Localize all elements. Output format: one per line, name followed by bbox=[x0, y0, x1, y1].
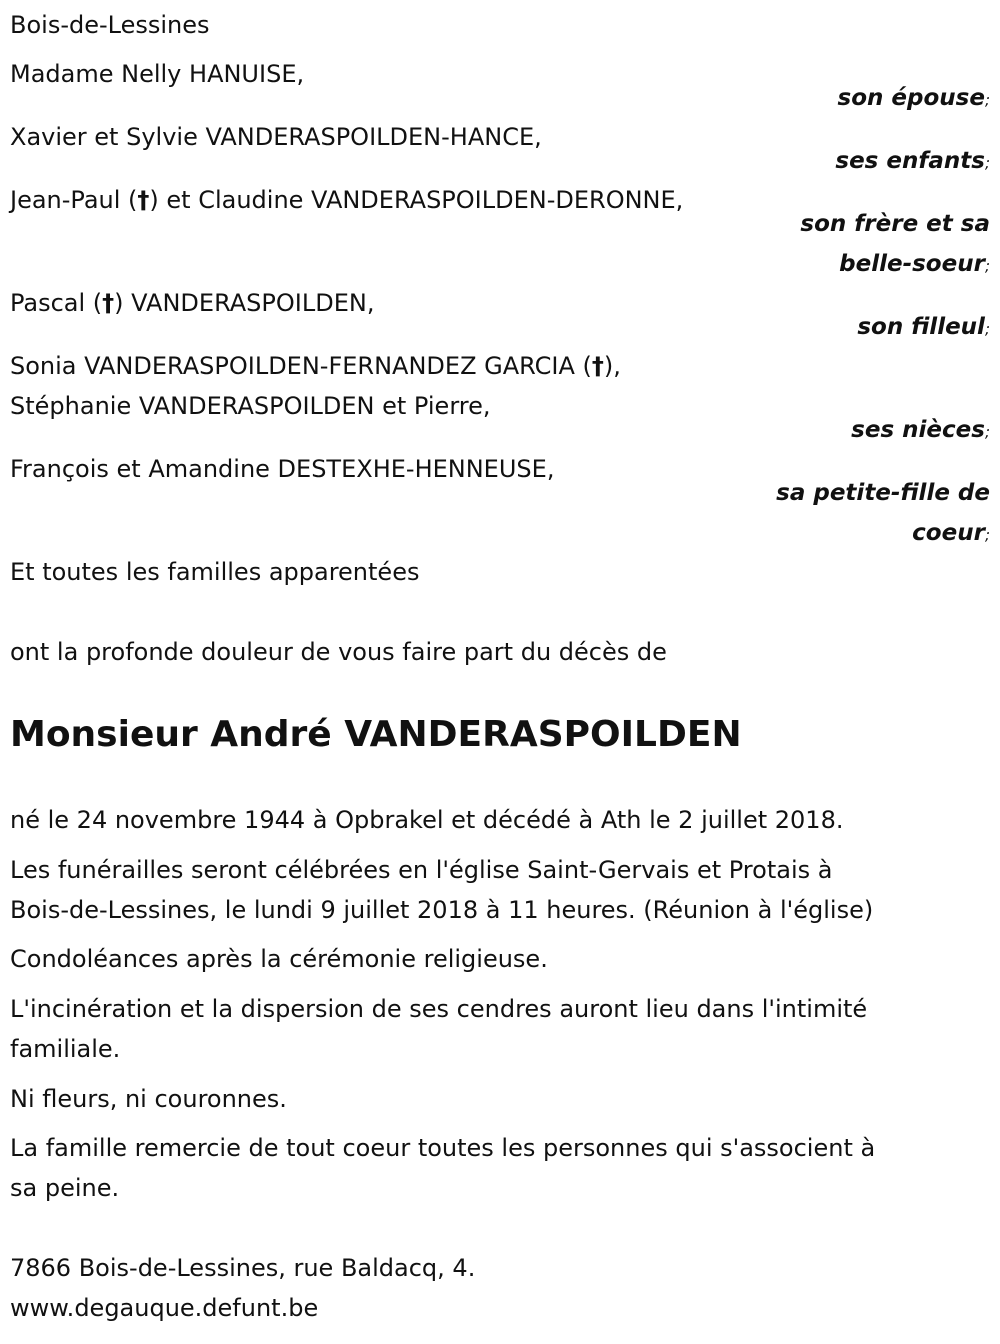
relation-nieces bbox=[851, 410, 990, 452]
relation-children bbox=[835, 141, 990, 183]
deceased-name: Monsieur André VANDERASPOILDEN bbox=[10, 714, 742, 755]
name-part: ) VANDERASPOILDEN, bbox=[114, 289, 375, 317]
semicolon: ; bbox=[984, 257, 990, 275]
relation-text: son épouse bbox=[837, 85, 985, 111]
relation-godson bbox=[857, 307, 990, 349]
relation-text: coeur bbox=[912, 520, 985, 546]
relative-name-godson bbox=[10, 283, 374, 323]
relation-spouse bbox=[838, 78, 990, 120]
detail-line-funeral-2: Bois-de-Lessines, le lundi 9 juillet 2018 à 11 heures. (Réunion à l'église) bbox=[10, 896, 874, 924]
relation-brother-line1: son frère et sa bbox=[800, 211, 990, 237]
relation-text: ses enfants bbox=[835, 148, 985, 174]
name-part: Pascal ( bbox=[10, 289, 103, 317]
semicolon: ; bbox=[984, 91, 990, 109]
detail-line-thanks-1: La famille remercie de tout coeur toutes les personnes qui s'associent à bbox=[10, 1134, 876, 1162]
relation-text: son filleul bbox=[857, 314, 985, 340]
relative-name-spouse: Madame Nelly HANUISE, bbox=[10, 60, 305, 88]
detail-line-cremation-2: familiale. bbox=[10, 1035, 121, 1063]
cross-icon: † bbox=[102, 289, 115, 317]
relative-name-brother bbox=[10, 180, 683, 220]
detail-line-funeral-1: Les funérailles seront célébrées en l'église Saint-Gervais et Protais à bbox=[10, 856, 833, 884]
relative-name-children: Xavier et Sylvie VANDERASPOILDEN-HANCE, bbox=[10, 123, 542, 151]
website-line: www.degauque.defunt.be bbox=[10, 1294, 319, 1322]
cross-icon: † bbox=[591, 352, 604, 380]
name-part: ) et Claudine VANDERASPOILDEN-DERONNE, bbox=[149, 186, 684, 214]
address-line: 7866 Bois-de-Lessines, rue Baldacq, 4. bbox=[10, 1254, 476, 1282]
announcement-line: ont la profonde douleur de vous faire part du décès de bbox=[10, 638, 667, 666]
relative-name-niece-2: Stéphanie VANDERASPOILDEN et Pierre, bbox=[10, 392, 491, 420]
detail-line-condolences: Condoléances après la cérémonie religieuse. bbox=[10, 945, 548, 973]
relation-granddaughter-line1: sa petite-fille de bbox=[776, 480, 990, 506]
relation-text: ses nièces bbox=[851, 417, 985, 443]
semicolon: ; bbox=[984, 320, 990, 338]
place-heading: Bois-de-Lessines bbox=[10, 11, 210, 39]
detail-line-flowers: Ni fleurs, ni couronnes. bbox=[10, 1085, 287, 1113]
families-line: Et toutes les familles apparentées bbox=[10, 558, 420, 586]
relation-granddaughter-line2 bbox=[912, 513, 990, 555]
detail-line-birth-death: né le 24 novembre 1944 à Opbrakel et décédé à Ath le 2 juillet 2018. bbox=[10, 806, 844, 834]
semicolon: ; bbox=[984, 526, 990, 544]
semicolon: ; bbox=[984, 154, 990, 172]
relation-brother-line2 bbox=[839, 244, 990, 286]
detail-line-thanks-2: sa peine. bbox=[10, 1174, 120, 1202]
cross-icon: † bbox=[137, 186, 150, 214]
relative-name-niece-1 bbox=[10, 346, 621, 386]
name-part: ), bbox=[603, 352, 621, 380]
relative-name-granddaughter: François et Amandine DESTEXHE-HENNEUSE, bbox=[10, 455, 555, 483]
relation-text: belle-soeur bbox=[839, 251, 985, 277]
semicolon: ; bbox=[984, 423, 990, 441]
name-part: Sonia VANDERASPOILDEN-FERNANDEZ GARCIA ( bbox=[10, 352, 592, 380]
name-part: Jean-Paul ( bbox=[10, 186, 138, 214]
detail-line-cremation-1: L'incinération et la dispersion de ses cendres auront lieu dans l'intimité bbox=[10, 995, 868, 1023]
